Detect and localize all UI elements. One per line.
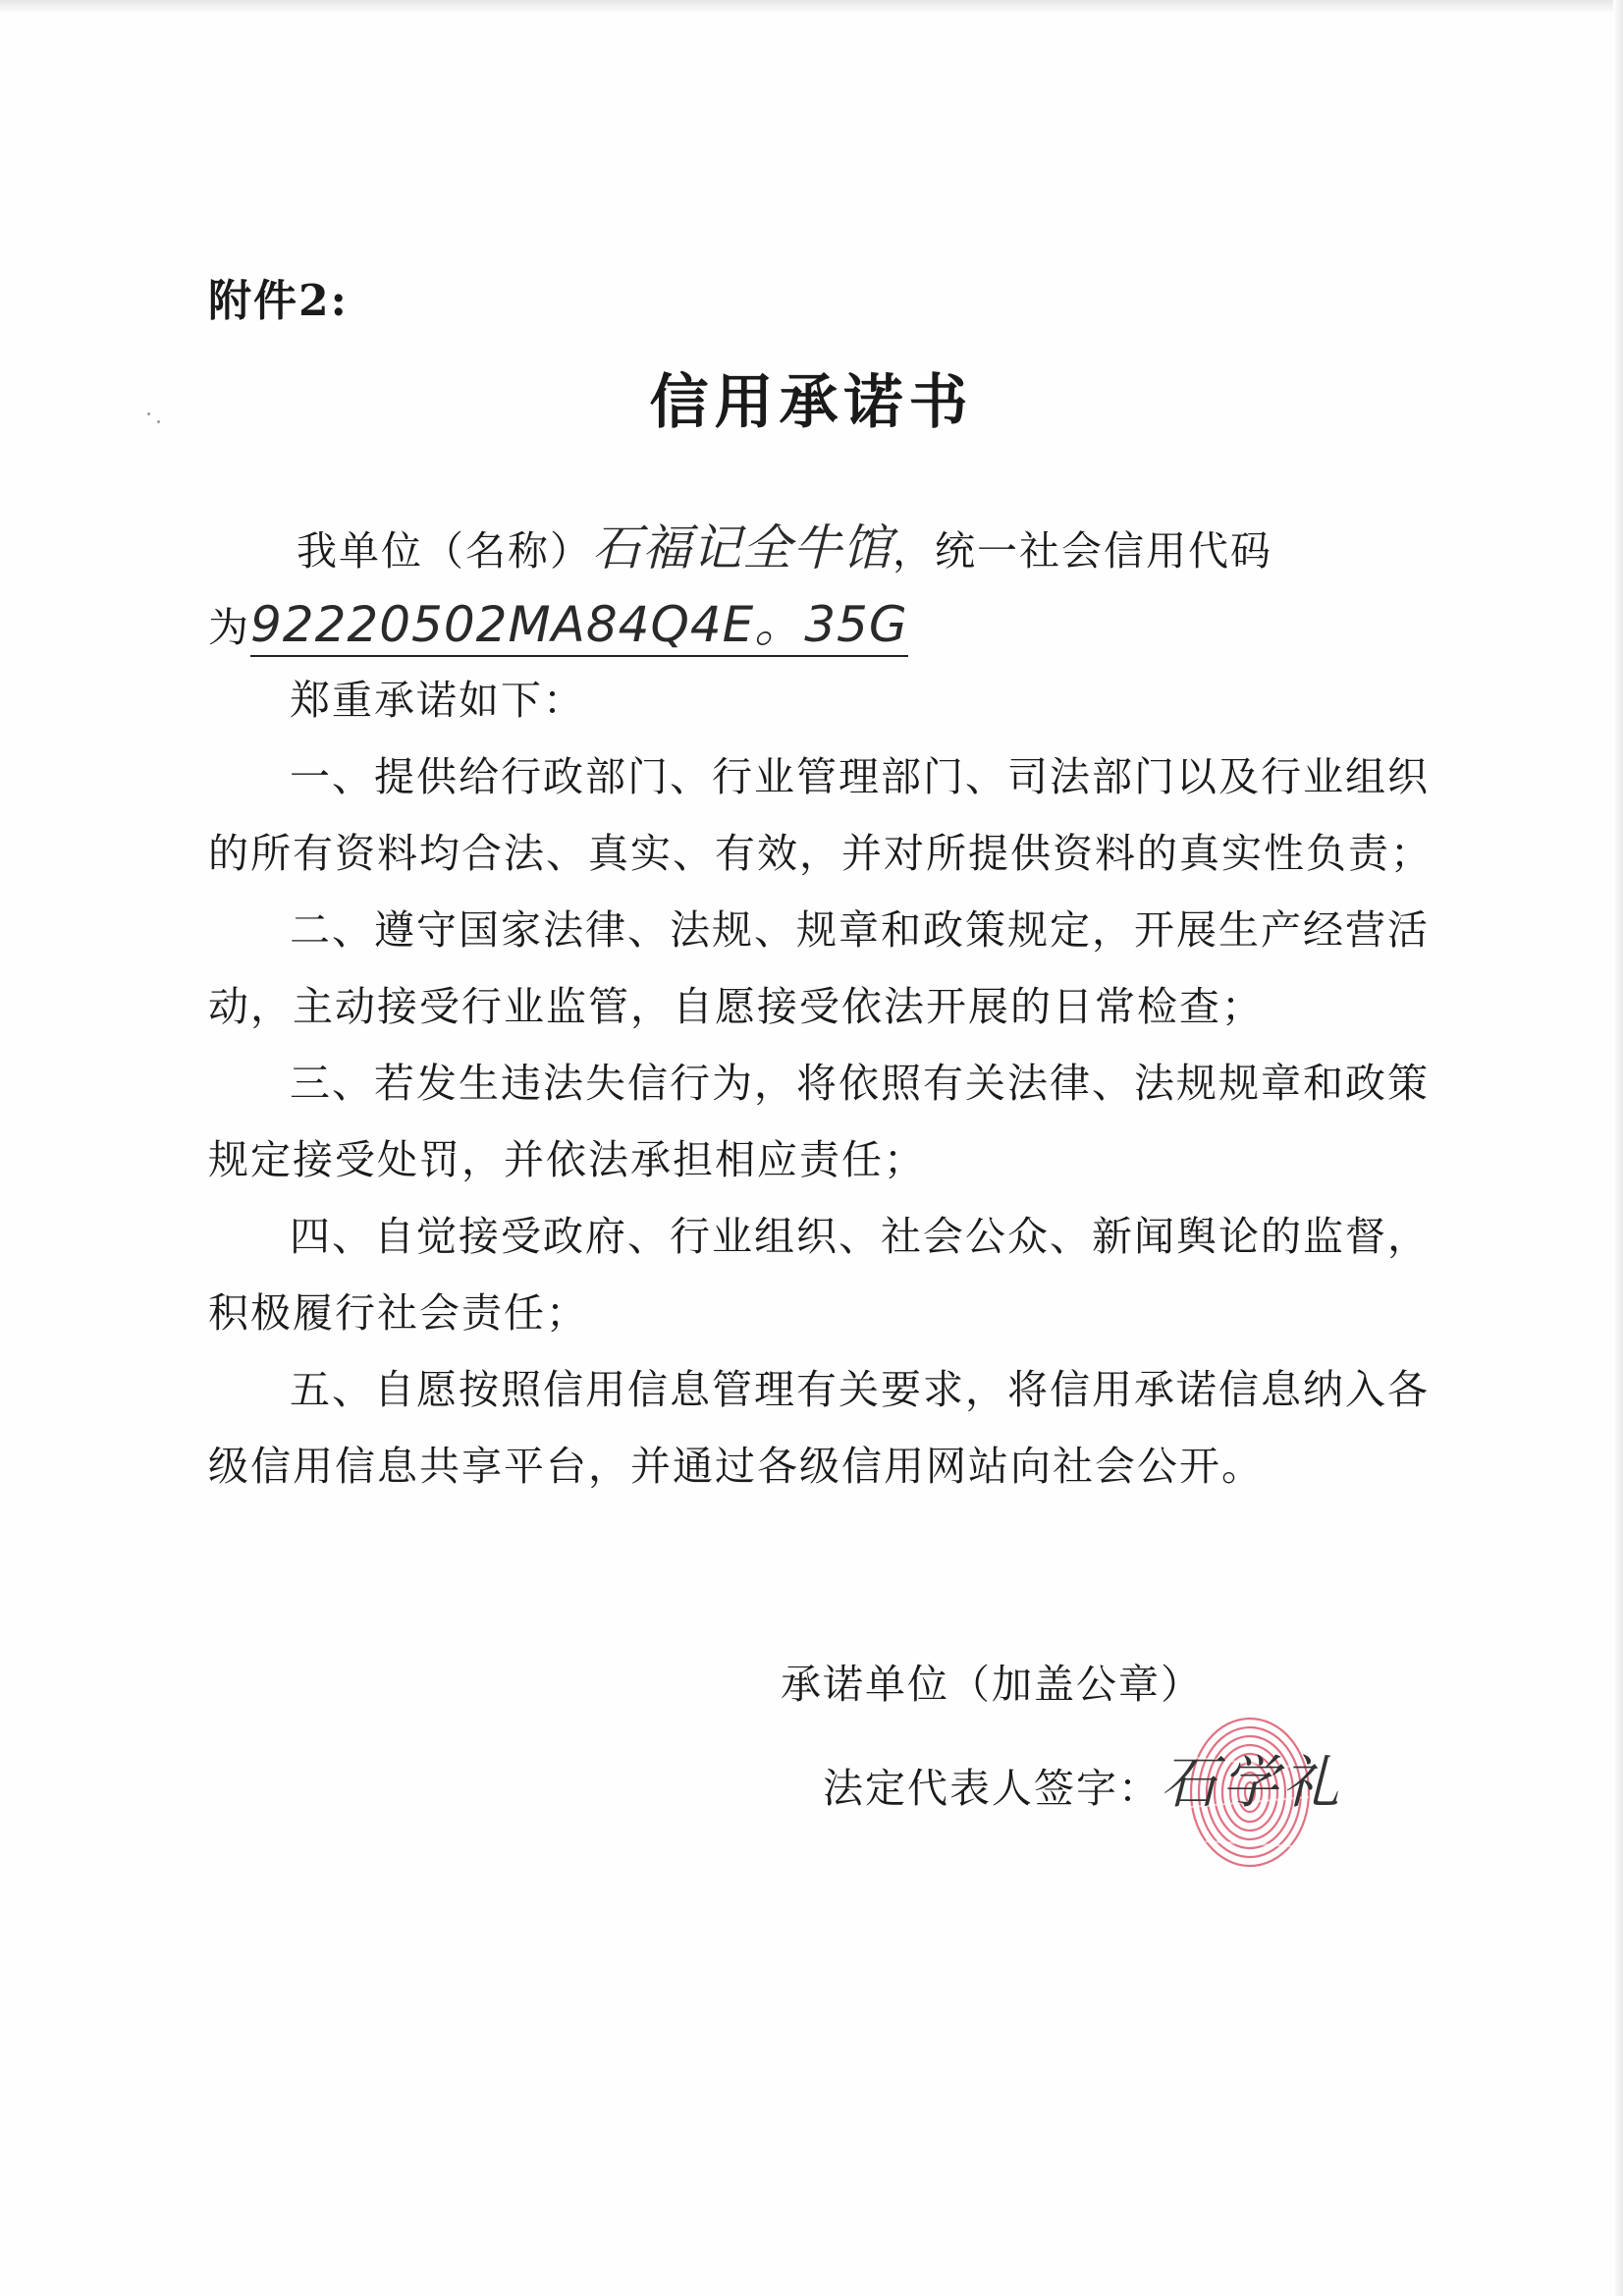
clause-1-line-2: 的所有资料均合法、真实、有效，并对所提供资料的真实性负责；: [208, 830, 1433, 877]
signature-handwritten: 石学礼: [1161, 1749, 1344, 1816]
clause-2-line-2: 动，主动接受行业监管，自愿接受依法开展的日常检查；: [208, 983, 1264, 1030]
scan-right-edge: [1613, 0, 1623, 2296]
unit-seal-label: 承诺单位（加盖公章）: [781, 1661, 1203, 1708]
credit-code-handwritten: 92220502MA84Q4E。35G: [250, 596, 908, 657]
intro-line-1: [297, 509, 1272, 579]
clause-5-line-2: 级信用信息共享平台，并通过各级信用网站向社会公开。: [208, 1443, 1264, 1490]
legal-rep-label: 法定代表人签字：: [823, 1765, 1161, 1812]
attachment-label: 附件2:: [208, 276, 349, 326]
legal-rep-line: [823, 1736, 1343, 1819]
clause-1-line-1: 一、提供给行政部门、行业管理部门、司法部门以及行业组织: [290, 753, 1430, 800]
clause-5-line-1: 五、自愿按照信用信息管理有关要求，将信用承诺信息纳入各: [290, 1366, 1430, 1413]
code-prefix: 为: [208, 604, 250, 651]
unit-name-handwritten: 石福记全牛馆: [592, 519, 893, 576]
intro-suffix: ，统一社会信用代码: [893, 527, 1272, 574]
intro-line-2: [208, 585, 908, 656]
lead-text: 郑重承诺如下：: [290, 677, 585, 724]
intro-prefix: 我单位（名称）: [297, 527, 592, 574]
clause-4-line-2: 积极履行社会责任；: [208, 1289, 588, 1337]
document-title: 信用承诺书: [649, 368, 974, 437]
scan-top-edge: [0, 0, 1623, 14]
clause-3-line-1: 三、若发生违法失信行为，将依照有关法律、法规规章和政策: [290, 1060, 1430, 1107]
clause-2-line-1: 二、遵守国家法律、法规、规章和政策规定，开展生产经营活: [290, 906, 1430, 954]
clause-3-line-2: 规定接受处罚，并依法承担相应责任；: [208, 1136, 926, 1183]
clause-4-line-1: 四、自觉接受政府、行业组织、社会公众、新闻舆论的监督，: [290, 1213, 1430, 1260]
